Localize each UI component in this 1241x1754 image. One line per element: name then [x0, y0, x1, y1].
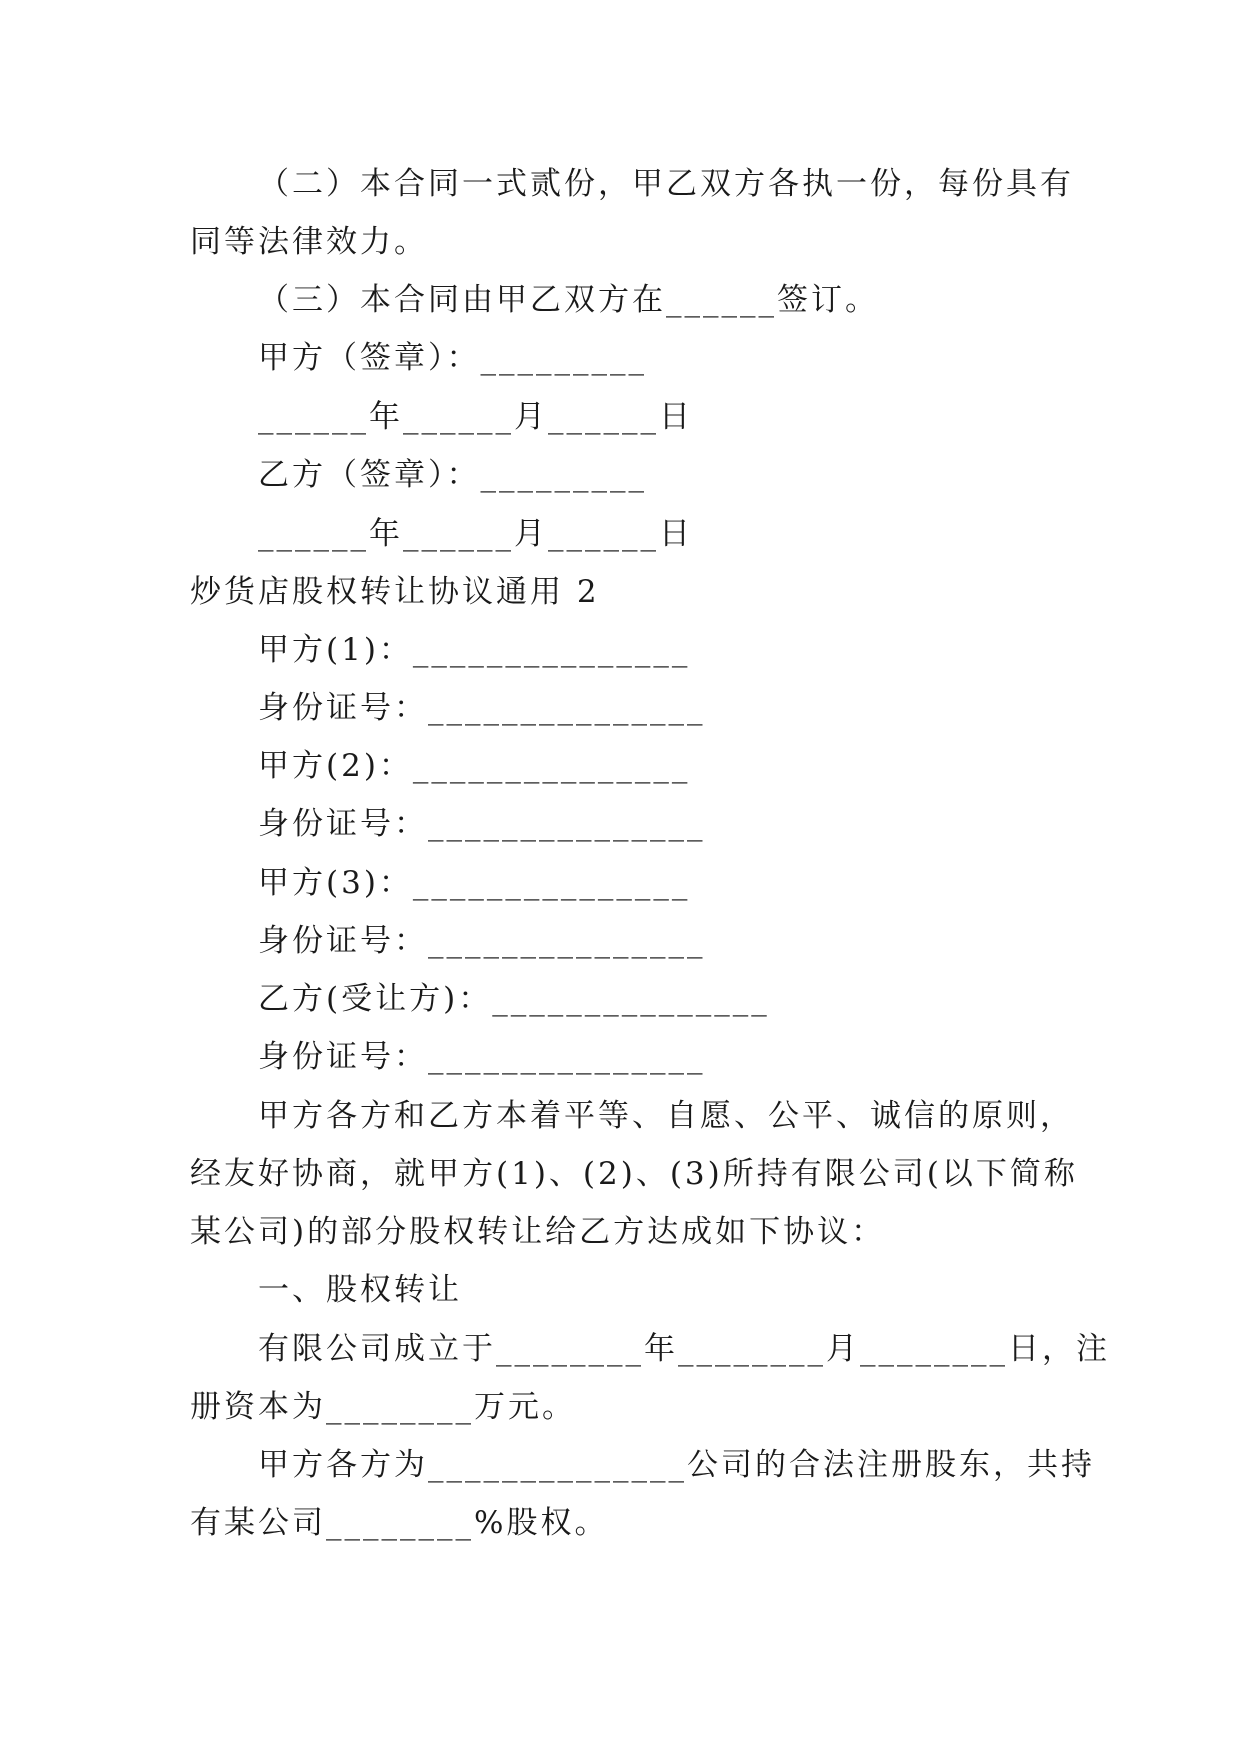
agreement-intro-line-1: 甲方各方和乙方本着平等、自愿、公平、诚信的原则， [258, 1098, 1074, 1134]
party-b-signature-line: 乙方（签章）：_________ [258, 457, 647, 493]
party-a-date-line: ______年______月______日 [258, 399, 693, 435]
party-a3-line: 甲方(3)：_______________ [258, 865, 691, 901]
party-a1-id-line: 身份证号：_______________ [258, 690, 706, 726]
party-b-id-line: 身份证号：_______________ [258, 1039, 706, 1075]
registered-capital-line: 册资本为________万元。 [190, 1389, 576, 1425]
party-a2-id-line: 身份证号：_______________ [258, 806, 706, 842]
equity-percentage-line: 有某公司________%股权。 [190, 1505, 609, 1541]
company-established-line: 有限公司成立于________年________月________日，注 [258, 1331, 1110, 1367]
party-a3-id-line: 身份证号：_______________ [258, 923, 706, 959]
party-b-transferee-line: 乙方(受让方)：_______________ [258, 981, 770, 1017]
party-a-signature-line: 甲方（签章）：_________ [258, 340, 647, 376]
agreement-intro-line-3: 某公司)的部分股权转让给乙方达成如下协议： [190, 1214, 886, 1250]
section-title: 炒货店股权转让协议通用 2 [190, 574, 600, 610]
heading-equity-transfer: 一、股权转让 [258, 1272, 462, 1308]
shareholders-line: 甲方各方为______________公司的合法注册股东，共持 [258, 1447, 1095, 1483]
party-a2-line: 甲方(2)：_______________ [258, 748, 691, 784]
agreement-intro-line-2: 经友好协商，就甲方(1)、(2)、(3)所持有限公司(以下简称 [190, 1156, 1078, 1192]
paragraph-clause-3: （三）本合同由甲乙双方在______签订。 [258, 282, 879, 318]
paragraph-clause-2-cont: 同等法律效力。 [190, 224, 428, 260]
party-b-date-line: ______年______月______日 [258, 516, 693, 552]
paragraph-clause-2: （二）本合同一式贰份，甲乙双方各执一份，每份具有 [258, 166, 1074, 202]
party-a1-line: 甲方(1)：_______________ [258, 632, 691, 668]
